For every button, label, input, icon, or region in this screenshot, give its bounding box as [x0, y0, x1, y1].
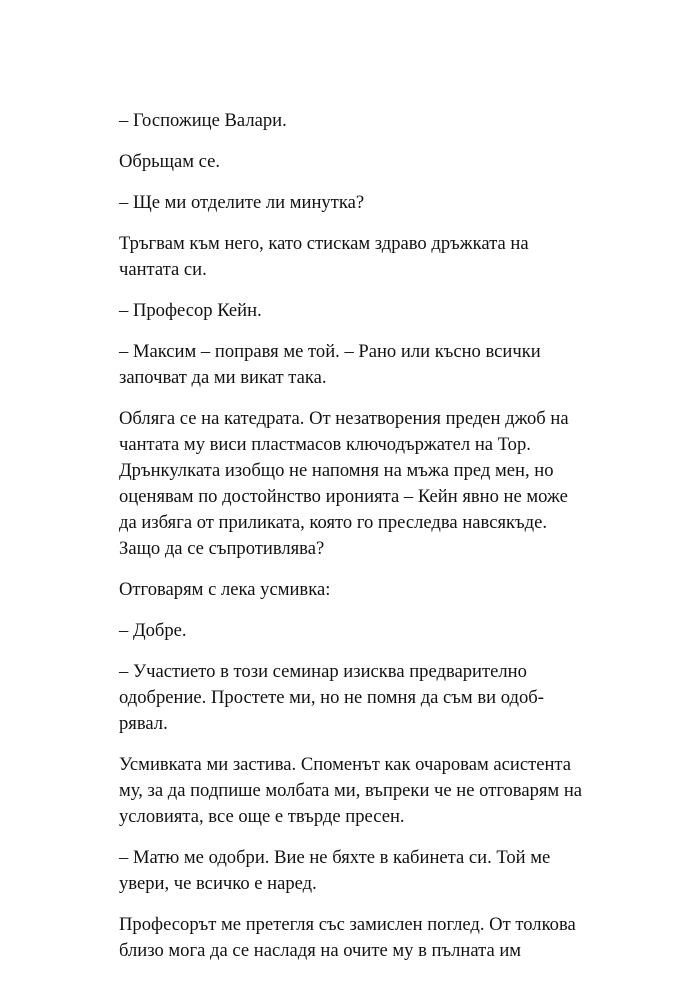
text-line: му, за да подпише молбата ми, въпреки че не отговарям на — [119, 780, 583, 801]
paragraph — [119, 149, 579, 175]
text-line: увери, че всичко е наред. — [119, 873, 317, 894]
paragraph — [119, 845, 579, 897]
text-line: Отговарям с лека усмивка: — [119, 579, 331, 600]
text-line: Защо да се съпротивлява? — [119, 538, 325, 559]
paragraph — [119, 339, 579, 391]
paragraph — [119, 108, 579, 134]
text-line: Дрънкулката изобщо не напомня на мъжа пред мен, но — [119, 460, 554, 481]
text-line: условията, все още е твърде пресен. — [119, 806, 405, 827]
page-text — [119, 108, 583, 979]
text-line: – Госпожице Валари. — [119, 110, 287, 131]
text-line: близо мога да се насладя на очите му в пълната им — [119, 940, 522, 961]
text-line: Усмивката ми застива. Споменът как очаровам асистента — [119, 754, 572, 775]
text-line: одобрение. Простете ми, но не помня да съм ви одоб- — [119, 687, 544, 708]
text-line: рявал. — [119, 713, 168, 734]
text-line: чантата си. — [119, 259, 207, 280]
paragraph — [119, 618, 579, 644]
text-line: Професорът ме претегля със замислен поглед. От толкова — [119, 914, 576, 935]
text-line: Обрьщам се. — [119, 151, 221, 172]
paragraph — [119, 190, 579, 216]
text-line: да избяга от приликата, която го преследва навсякъде. — [119, 512, 548, 533]
text-line: – Ще ми отделите ли минутка? — [119, 192, 365, 213]
paragraph — [119, 298, 579, 324]
text-line: оценявам по достойнство иронията – Кейн явно не може — [119, 486, 568, 507]
paragraph — [119, 406, 579, 562]
text-line: – Участието в този семинар изисква предварително — [119, 661, 527, 682]
text-line: започват да ми викат така. — [119, 367, 327, 388]
text-line: чантата му виси пластмасов ключодържател на Тор. — [119, 434, 531, 455]
paragraph — [119, 659, 579, 737]
text-line: – Максим – поправя ме той. – Рано или късно всички — [119, 341, 541, 362]
text-line: – Добре. — [119, 620, 187, 641]
paragraph — [119, 577, 579, 603]
paragraph — [119, 912, 579, 964]
text-line: – Матю ме одобри. Вие не бяхте в кабинета си. Той ме — [119, 847, 551, 868]
text-line: Обляга се на катедрата. От незатворения преден джоб на — [119, 408, 569, 429]
text-line: – Професор Кейн. — [119, 300, 262, 321]
paragraph — [119, 752, 583, 830]
paragraph — [119, 231, 579, 283]
text-line: Тръгвам към него, като стискам здраво дръжката на — [119, 233, 529, 254]
